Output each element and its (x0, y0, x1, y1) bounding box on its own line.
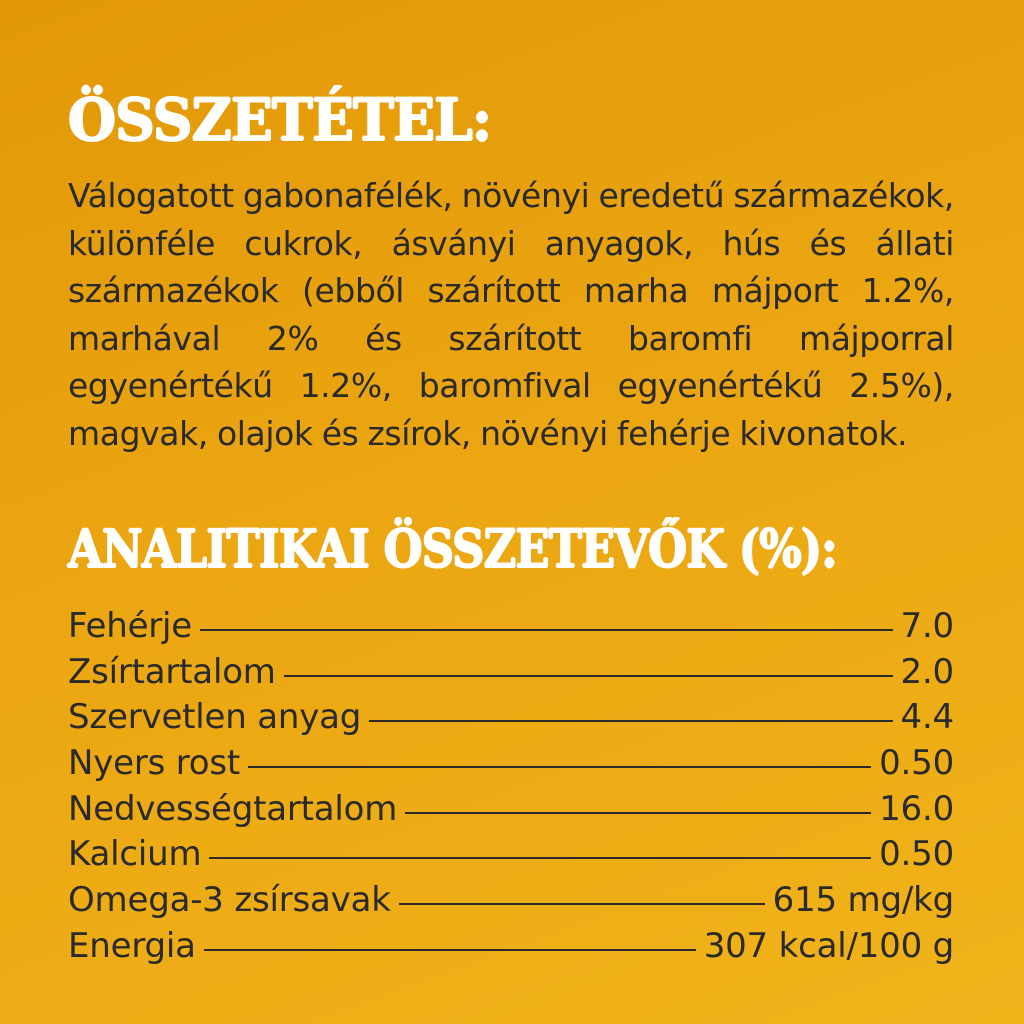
ingredients-text: Válogatott gabonafélék, növényi eredetű származékok, különféle cukrok, ásványi anyagok, hús és állati származékok (ebből szárított marha májport 1.2%, marhával 2% és szárított baromfi májporral egyenértékű 1.2%, baromfival egyenértékű 2.5%), magvak, olajok és zsírok, növényi fehérje kivonatok. (68, 176, 954, 453)
nutrient-table (68, 604, 954, 970)
leader-line (209, 857, 871, 859)
leader-line (369, 720, 892, 722)
nutrient-value: 307 kcal/100 g (703, 925, 954, 966)
nutrient-value: 7.0 (900, 606, 954, 646)
nutrient-value: 16.0 (879, 788, 954, 829)
nutrient-row (68, 878, 954, 924)
nutrient-row (68, 924, 954, 970)
nutrient-label: Omega-3 zsírsavak (68, 880, 391, 921)
nutrient-label: Nyers rost (68, 743, 241, 784)
leader-line (200, 629, 892, 631)
nutrient-label: Szervetlen anyag (68, 697, 362, 738)
nutrient-label: Fehérje (68, 606, 193, 646)
nutrient-row (68, 787, 954, 833)
nutrient-label: Energia (68, 925, 196, 966)
nutrient-row (68, 604, 954, 650)
nutrient-row (68, 650, 954, 696)
nutrient-value: 0.50 (879, 743, 954, 784)
nutrient-label: Kalcium (68, 834, 202, 875)
nutrient-value: 4.4 (900, 697, 954, 738)
analytical-title: ANALITIKAI ÖSSZETEVŐK (%): (68, 519, 837, 580)
leader-line (405, 812, 871, 814)
leader-line (399, 903, 765, 905)
leader-line (204, 949, 696, 951)
leader-line (284, 675, 893, 677)
nutrient-row (68, 741, 954, 787)
leader-line (248, 766, 871, 768)
composition-title: ÖSSZETÉTEL: (68, 86, 492, 154)
nutrient-label: Nedvességtartalom (68, 788, 398, 829)
nutrient-row (68, 695, 954, 741)
nutrient-value: 615 mg/kg (772, 880, 954, 921)
nutrient-label: Zsírtartalom (68, 651, 276, 692)
nutrient-value: 2.0 (900, 651, 954, 692)
nutrient-value: 0.50 (879, 834, 954, 875)
nutrient-row (68, 832, 954, 878)
